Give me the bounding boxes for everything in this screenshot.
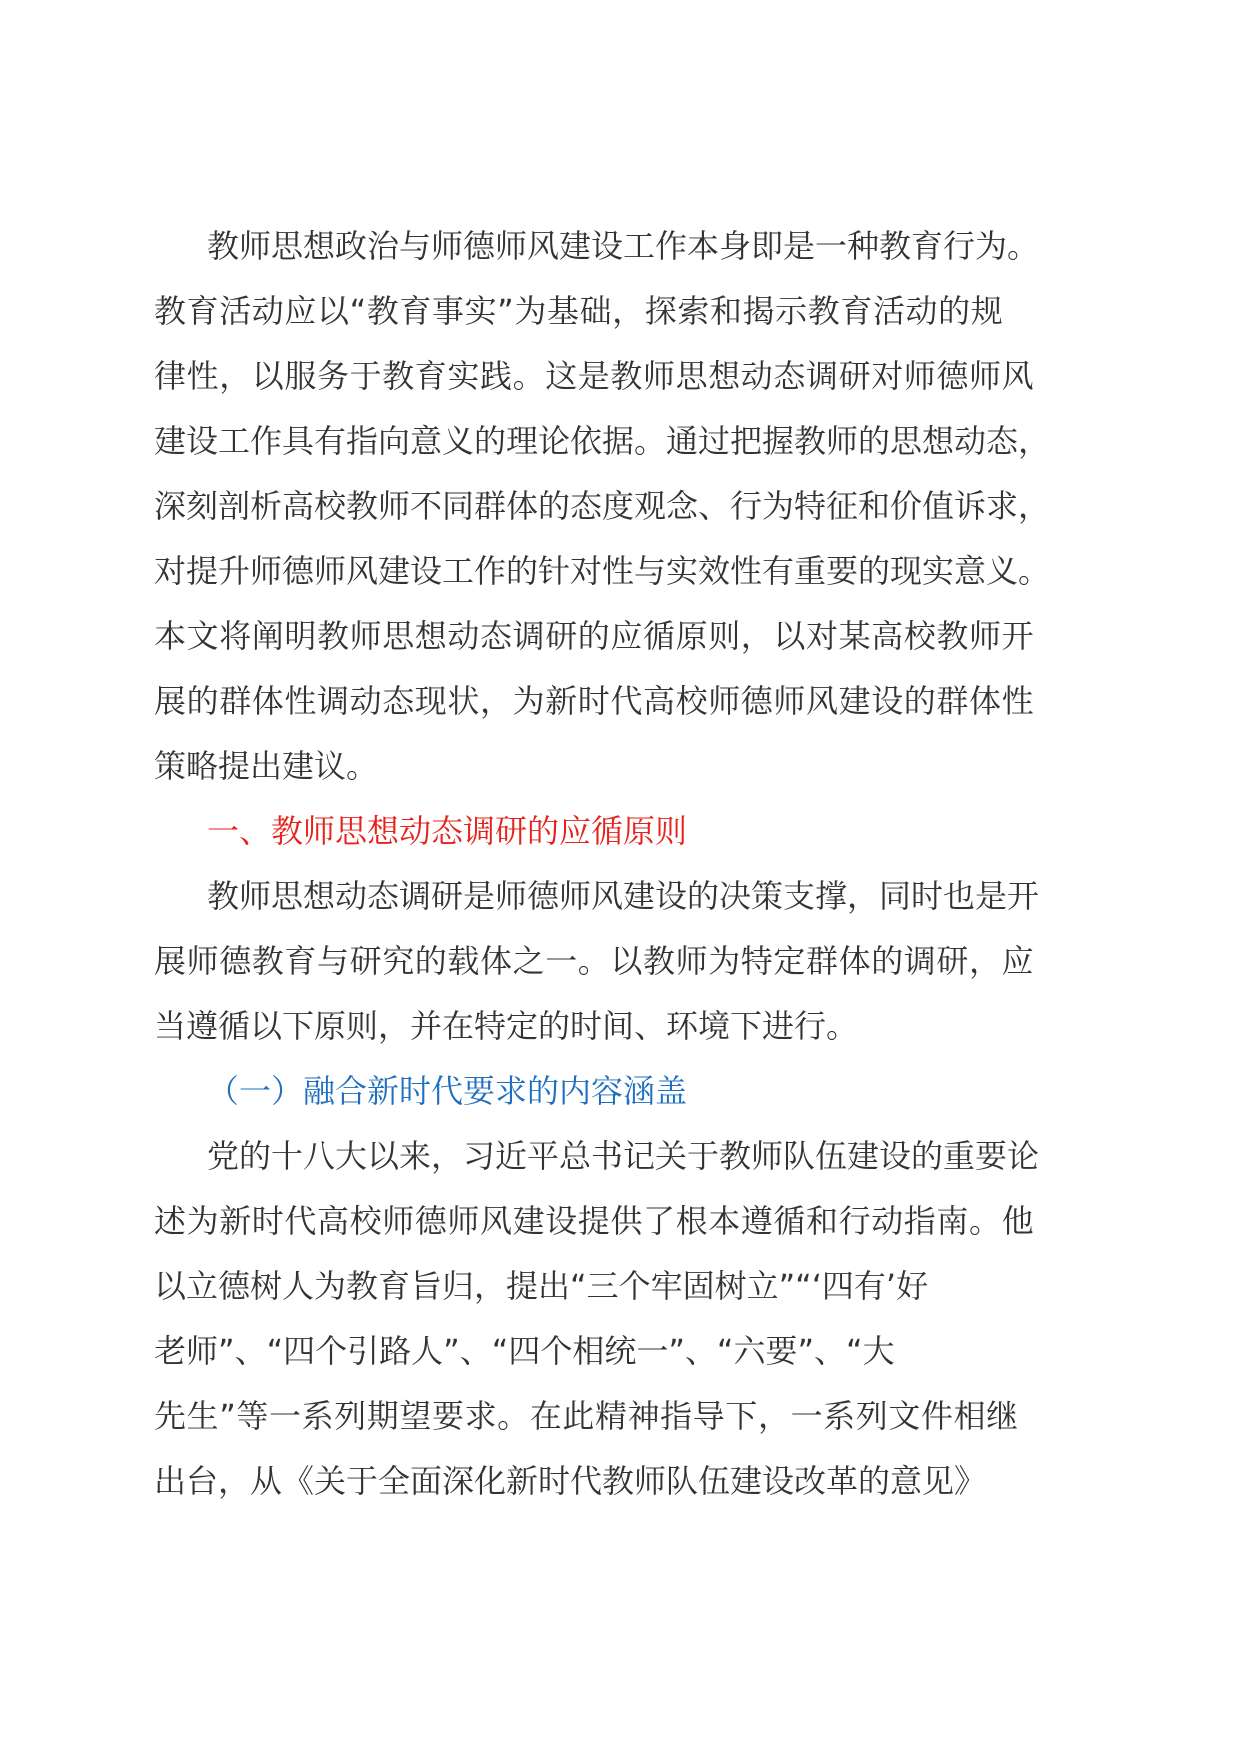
paragraph <box>154 1124 1084 1514</box>
paragraph-line: 当遵循以下原则，并在特定的时间、环境下进行。 <box>154 1007 859 1045</box>
paragraph-line: 先生”等一系列期望要求。在此精神指导下，一系列文件相继 <box>154 1397 1019 1435</box>
paragraph-line: 老师”、“四个引路人”、“四个相统一”、“六要”、“大 <box>154 1332 895 1370</box>
subsection-heading: （一）融合新时代要求的内容涵盖 <box>207 1072 688 1110</box>
paragraph-line: 教师思想动态调研是师德师风建设的决策支撑，同时也是开 <box>207 877 1040 915</box>
paragraph-line: 教育活动应以“教育事实”为基础，探索和揭示教育活动的规 <box>154 292 1004 330</box>
paragraph <box>154 864 1084 1059</box>
paragraph-line: 教师思想政治与师德师风建设工作本身即是一种教育行为。 <box>207 227 1040 265</box>
paragraph-line: 本文将阐明教师思想动态调研的应循原则，以对某高校教师开 <box>154 617 1035 655</box>
paragraph-line: 展师德教育与研究的载体之一。以教师为特定群体的调研，应 <box>154 942 1035 980</box>
paragraph-line: 深刻剖析高校教师不同群体的态度观念、行为特征和价值诉求， <box>154 487 1051 525</box>
paragraph-line: 建设工作具有指向意义的理论依据。通过把握教师的思想动态， <box>154 422 1051 460</box>
paragraph-line: 党的十八大以来，习近平总书记关于教师队伍建设的重要论 <box>207 1137 1040 1175</box>
paragraph-line: 对提升师德师风建设工作的针对性与实效性有重要的现实意义。 <box>154 552 1051 590</box>
paragraph-line: 策略提出建议。 <box>154 747 379 785</box>
document-body <box>154 214 1084 1514</box>
paragraph-line: 律性，以服务于教育实践。这是教师思想动态调研对师德师风 <box>154 357 1035 395</box>
paragraph-line: 述为新时代高校师德师风建设提供了根本遵循和行动指南。他 <box>154 1202 1035 1240</box>
paragraph-line: 展的群体性调动态现状，为新时代高校师德师风建设的群体性 <box>154 682 1035 720</box>
paragraph-line: 以立德树人为教育旨归，提出“三个牢固树立”“‘四有’好 <box>154 1267 929 1305</box>
paragraph <box>154 214 1084 799</box>
paragraph-line: 出台，从《关于全面深化新时代教师队伍建设改革的意见》 <box>154 1462 987 1500</box>
section-heading: 一、教师思想动态调研的应循原则 <box>207 812 688 850</box>
